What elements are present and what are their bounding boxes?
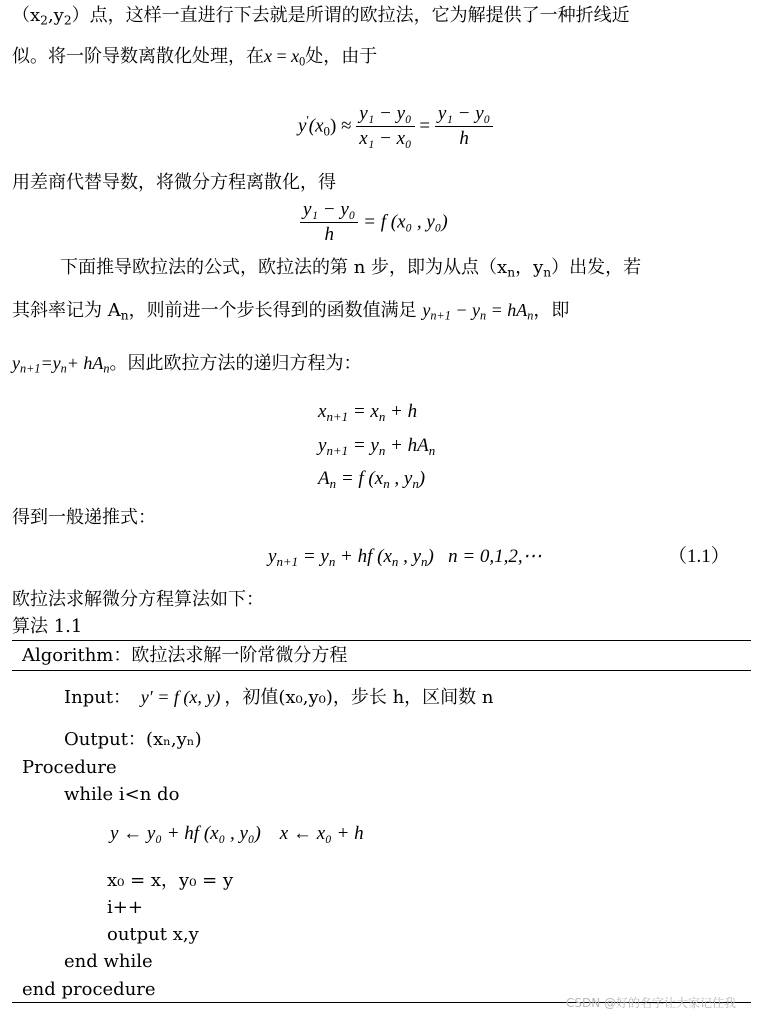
para3-line1: 下面推导欧拉法的公式，欧拉法的第 n 步，即为从点（$x_n$，$y_n$）出发，若 <box>60 257 642 280</box>
fraction-3: $\frac{\text{y₁ − y₀}}{h}$ <box>300 198 358 247</box>
system-line-a: $A_n = f$ ($x_n$ , $y_n$) <box>318 468 426 491</box>
para4: 得到一般递推式： <box>12 507 156 528</box>
algorithm-procedure: Procedure <box>22 757 117 778</box>
algorithm-caption: 算法 1.1 <box>12 616 83 637</box>
system-line-x: $x_{n+1} = x_n + h$ <box>318 401 418 424</box>
algorithm-end-procedure: end procedure <box>22 979 156 1000</box>
algorithm-assign: x₀ = x，y₀ = y <box>107 870 234 891</box>
para1-line2: 似。将一阶导数离散化处理，在$x = x_0$处，由于 <box>12 46 378 69</box>
equation-number: （1.1） <box>668 546 730 567</box>
para2: 用差商代替导数，将微分方程离散化，得 <box>12 172 336 193</box>
algorithm-output-xy: output x,y <box>107 924 199 945</box>
algorithm-input: Input： y′ = f (x, y) ，初值(x₀,y₀)，步长 h，区间数 n <box>64 687 494 708</box>
equation-derivative-approx: $y'(x_0)$ ≈ $\frac{\text{y₁ − y₀}}{\text{x₁ − x₀}}$ = $\frac{\text{y₁ − y₀}}{h}$ <box>298 102 493 151</box>
para1-line1: $(x_2,y_2)$点，这样一直进行下去就是所谓的欧拉法，它为解提供了一种折线近 <box>12 5 630 28</box>
fraction-2: $\frac{\text{y₁ − y₀}}{h}$ <box>435 102 493 151</box>
algorithm-header-rule <box>12 670 751 671</box>
equation-recurrence: $y_{n+1} = y_n$ + hf ($x_n$ , $y_n$) n = 0,1,2,⋯ <box>268 546 542 569</box>
algorithm-increment: i++ <box>107 897 143 918</box>
para5: 欧拉法求解微分方程算法如下： <box>12 589 264 610</box>
system-line-y: $y_{n+1} = y_n + hA_n$ <box>318 435 436 458</box>
para3-line2: 其斜率记为 $A_n$，则前进一个步长得到的函数值满足 $y_{n+1} - y_n = hA_n$，即 <box>12 300 570 323</box>
algorithm-step: y ← y₀ + hf (x₀ , y₀) x ← x₀ + h <box>110 823 364 844</box>
algorithm-top-rule <box>12 640 751 641</box>
watermark: CSDN @好的名字让大家记住我 <box>566 996 737 1010</box>
fraction-1: $\frac{\text{y₁ − y₀}}{\text{x₁ − x₀}}$ <box>356 102 414 151</box>
algorithm-header: Algorithm：欧拉法求解一阶常微分方程 <box>22 645 348 666</box>
para3-line3: $y_{n+1}=y_n+ hA_n$。因此欧拉方法的递归方程为： <box>12 353 362 376</box>
algorithm-while: while i<n do <box>64 784 180 805</box>
algorithm-output: Output：(xₙ,yₙ) <box>64 729 202 750</box>
inline-math-step: $y_{n+1} - y_n = hA_n$ <box>422 300 534 323</box>
equation-difference-quotient: $\frac{\text{y₁ − y₀}}{h}$ = f (x₀ , y₀) <box>300 198 448 247</box>
inline-math-update: $y_{n+1}=y_n+ hA_n$ <box>12 353 110 376</box>
algorithm-end-while: end while <box>64 951 153 972</box>
